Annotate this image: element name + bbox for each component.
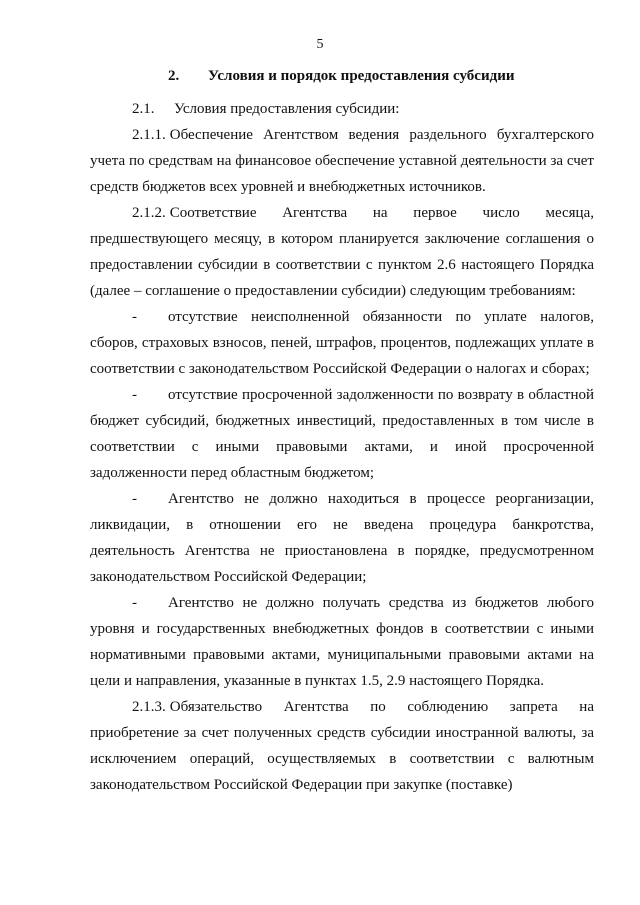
- paragraph-text: Соответствие Агентства на первое число месяца, предшествующего месяцу, в котором планируется заключение соглашения о предоставлении субсидии в соответствии с пунктом 2.6 настоящего Порядка (далее – соглашение о предоставлении субсидии) следующим требованиям:: [90, 205, 594, 299]
- paragraph-2-1-3: [90, 694, 594, 798]
- list-dash: -: [132, 309, 137, 325]
- paragraph-number: 2.1.3.: [132, 699, 166, 715]
- paragraph-2-1: [90, 96, 594, 122]
- paragraph-text: Обеспечение Агентством ведения раздельного бухгалтерского учета по средствам на финансовое обеспечение уставной деятельности за счет средств бюджетов всех уровней и внебюджетных источников.: [90, 127, 594, 195]
- list-item-text: Агентство не должно получать средства из бюджетов любого уровня и государственных внебюджетных фондов в соответствии с иными нормативными правовыми актами, муниципальными правовыми актами на цели и направления, указанные в пунктах 1.5, 2.9 настоящего Порядка.: [90, 595, 594, 689]
- list-item: [90, 382, 594, 486]
- list-item-text: отсутствие просроченной задолженности по возврату в областной бюджет субсидий, бюджетных инвестиций, предоставленных в том числе в соответствии с иными правовыми актами, и иной просроченной задолженности перед областным бюджетом;: [90, 387, 594, 481]
- list-item: [90, 486, 594, 590]
- section-number: 2.: [168, 68, 180, 84]
- paragraph-2-1-1: [90, 122, 594, 200]
- paragraph-number: 2.1.2.: [132, 205, 166, 221]
- document-body: [90, 96, 594, 798]
- list-item-text: Агентство не должно находиться в процессе реорганизации, ликвидации, в отношении его не введена процедура банкротства, деятельность Агентства не приостановлена в порядке, предусмотренном законодательством Российской Федерации;: [90, 491, 594, 585]
- paragraph-number: 2.1.: [132, 101, 155, 117]
- list-item: [90, 304, 594, 382]
- section-title: Условия и порядок предоставления субсидии: [208, 68, 515, 84]
- paragraph-text: Обязательство Агентства по соблюдению запрета на приобретение за счет полученных средств субсидии иностранной валюты, за исключением операций, осуществляемых в соответствии с валютным законодательством Российской Федерации при закупке (поставке): [90, 699, 594, 793]
- paragraph-number: 2.1.1.: [132, 127, 166, 143]
- page-number: 5: [316, 37, 324, 52]
- list-dash: -: [132, 491, 137, 507]
- list-item-text: отсутствие неисполненной обязанности по уплате налогов, сборов, страховых взносов, пеней, штрафов, процентов, подлежащих уплате в соответствии с законодательством Российской Федерации о налогах и сборах;: [90, 309, 594, 377]
- list-dash: -: [132, 595, 137, 611]
- paragraph-text: Условия предоставления субсидии:: [174, 101, 400, 117]
- list-item: [90, 590, 594, 694]
- section-heading: [168, 66, 588, 86]
- list-dash: -: [132, 387, 137, 403]
- paragraph-2-1-2: [90, 200, 594, 304]
